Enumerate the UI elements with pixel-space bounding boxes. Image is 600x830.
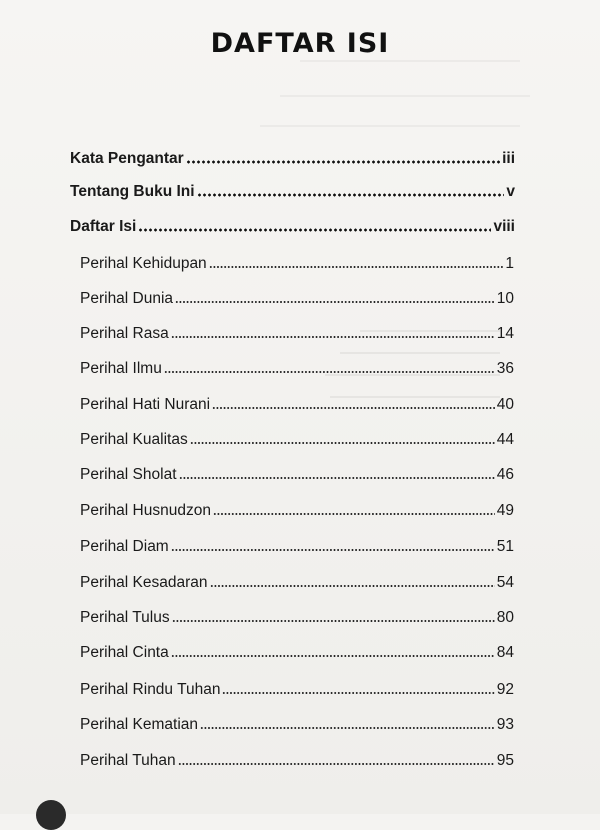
toc-entry-label: Perihal Kematian (80, 716, 199, 733)
toc-chapter-entry (80, 609, 514, 627)
toc-entry-label: Perihal Kesadaran (80, 574, 208, 591)
dot-leader (222, 685, 494, 695)
toc-entry-label: Daftar Isi (70, 218, 137, 235)
dot-leader (200, 720, 495, 730)
toc-entry-page-number: 93 (496, 716, 514, 733)
toc-entry-label: Perihal Dunia (80, 290, 174, 307)
dot-leader (164, 364, 495, 374)
toc-entry-page-number: 40 (496, 396, 514, 413)
dot-leader (178, 756, 495, 766)
toc-chapter-entry (80, 574, 514, 592)
toc-entry-page-number: 14 (496, 325, 514, 342)
dot-leader (213, 506, 495, 516)
toc-entry-label: Perihal Sholat (80, 466, 177, 483)
toc-entry-label: Perihal Tulus (80, 609, 170, 626)
dot-leader (186, 154, 500, 164)
toc-entry-page-number: 49 (496, 502, 514, 519)
dot-leader (179, 470, 495, 480)
dot-leader (172, 613, 495, 623)
toc-entry-page-number: 92 (496, 681, 514, 698)
toc-entry-page-number: 95 (496, 752, 514, 769)
dot-leader (175, 294, 495, 304)
toc-chapter-entry (80, 502, 514, 520)
toc-entry-page-number: 1 (505, 255, 514, 272)
toc-entry-page-number: 36 (496, 360, 514, 377)
toc-entry-page-number: 51 (496, 538, 514, 555)
toc-chapter-entry (80, 681, 514, 699)
toc-entry-page-number: 10 (496, 290, 514, 307)
toc-main-entry (70, 183, 515, 201)
toc-chapter-entry (80, 396, 514, 414)
toc-entry-page-number: v (506, 183, 515, 200)
toc-entry-label: Tentang Buku Ini (70, 183, 195, 200)
dot-leader (171, 542, 495, 552)
toc-chapter-entry (80, 290, 514, 308)
toc-chapter-entry (80, 466, 514, 484)
toc-entry-page-number: 80 (496, 609, 514, 626)
dot-leader (210, 578, 495, 588)
toc-chapter-entry (80, 716, 514, 734)
toc-entry-label: Perihal Husnudzon (80, 502, 211, 519)
toc-chapter-entry (80, 431, 514, 449)
toc-chapter-entry (80, 538, 514, 556)
dot-leader (171, 648, 495, 658)
toc-entry-page-number: 44 (496, 431, 514, 448)
toc-chapter-entry (80, 255, 514, 273)
dot-leader (209, 259, 504, 269)
toc-entry-label: Kata Pengantar (70, 150, 184, 167)
toc-entry-label: Perihal Hati Nurani (80, 396, 211, 413)
toc-entry-label: Perihal Rindu Tuhan (80, 681, 221, 698)
dot-leader (197, 187, 505, 197)
toc-entry-label: Perihal Cinta (80, 644, 169, 661)
toc-chapter-entry (80, 644, 514, 662)
toc-main-entry (70, 150, 515, 168)
dot-leader (138, 222, 491, 232)
toc-entry-label: Perihal Kehidupan (80, 255, 207, 272)
page-corner-mark (36, 800, 66, 830)
toc-chapter-entry (80, 360, 514, 378)
toc-entry-page-number: viii (493, 218, 515, 235)
toc-entry-label: Perihal Diam (80, 538, 169, 555)
toc-entry-page-number: iii (502, 150, 515, 167)
dot-leader (190, 435, 495, 445)
dot-leader (171, 329, 495, 339)
toc-entry-label: Perihal Kualitas (80, 431, 188, 448)
toc-entry-page-number: 84 (496, 644, 514, 661)
toc-chapter-entry (80, 752, 514, 770)
toc-main-entry (70, 218, 515, 236)
toc-entry-label: Perihal Tuhan (80, 752, 176, 769)
toc-entry-page-number: 54 (496, 574, 514, 591)
toc-entry-label: Perihal Rasa (80, 325, 169, 342)
toc-entry-label: Perihal Ilmu (80, 360, 162, 377)
page-title: DAFTAR ISI (210, 28, 390, 59)
dot-leader (212, 400, 495, 410)
toc-entry-page-number: 46 (496, 466, 514, 483)
toc-chapter-entry (80, 325, 514, 343)
